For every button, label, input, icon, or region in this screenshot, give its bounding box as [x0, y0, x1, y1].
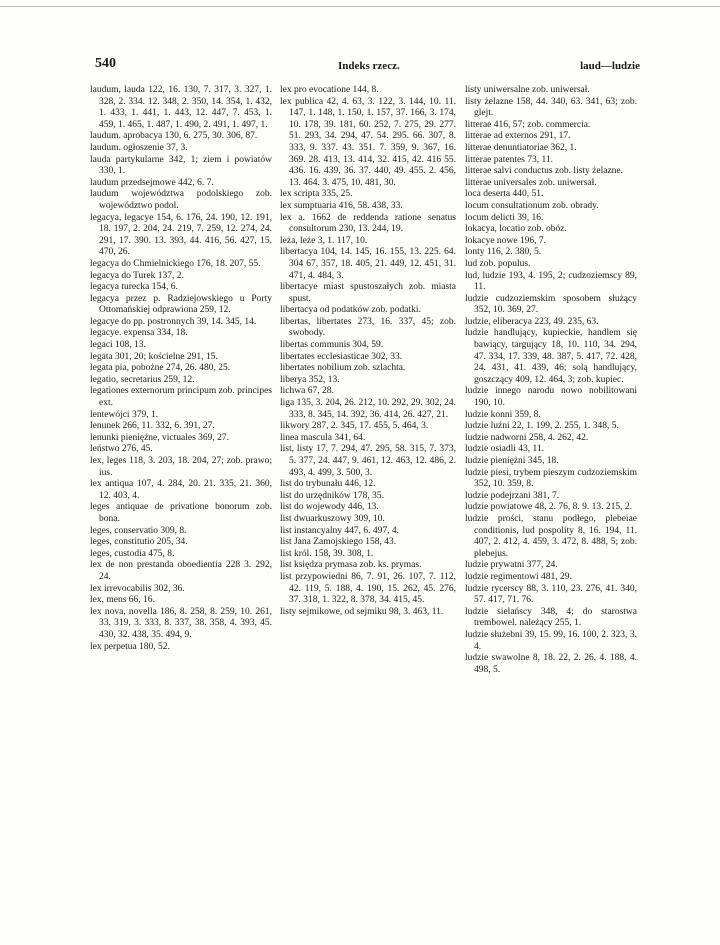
index-entry: lex sumptuaria 416, 58. 438, 33.: [280, 200, 403, 211]
index-entry: ludzie nadworni 258, 4. 262, 42.: [465, 432, 589, 443]
index-entry: ludzie rycerscy 88, 3. 110, 23. 276, 41. 340, 57. 417, 71. 76.: [465, 583, 637, 606]
index-entry: leges, custodia 475, 8.: [90, 548, 175, 559]
index-entry: ludzie luźni 22, 1. 199, 2. 255, 1. 348, 5.: [465, 421, 619, 432]
index-entry: lex a. 1662 de reddenda ratione senatus consultorum 230, 13. 244, 19.: [280, 212, 456, 235]
index-entry: liberya 352, 13.: [280, 374, 340, 385]
index-entry: litterae ad externos 291, 17.: [465, 131, 571, 142]
index-entry: ludzie powiatowe 48, 2. 76, 8. 9. 13. 215, 2.: [465, 502, 633, 513]
index-entry: lud, ludzie 193, 4. 195, 2; cudzoziemscy 89, 11.: [465, 270, 637, 293]
index-entry: laudum województwa podolskiego zob. województwo podol.: [90, 189, 272, 211]
index-entry: lex, leges 118, 3. 203, 18. 204, 27; zob. prawo; ius.: [90, 456, 272, 478]
index-entry: ludzie konni 359, 8.: [465, 409, 541, 420]
index-entry: listy uniwersalne zob. uniwersał.: [465, 85, 590, 95]
index-entry: libertacya od podatków zob. podatki.: [280, 305, 421, 316]
index-entry: list król. 158, 39. 308, 1.: [280, 548, 374, 559]
index-entry: ludzie prywatni 377, 24.: [465, 560, 558, 571]
index-entry: laudum przedsejmowe 442, 6. 7.: [90, 177, 214, 188]
index-entry: likwory 287, 2. 345, 17. 455, 5. 464, 3.: [280, 421, 429, 432]
index-entry: ludzie, eliberacya 223, 49. 235, 63.: [465, 316, 599, 327]
index-entry: legata 301, 20; kościelne 291, 15.: [90, 351, 218, 362]
index-entry: lex, mens 66, 16.: [90, 595, 155, 606]
index-entry: leges, conservatio 309, 8.: [90, 525, 187, 536]
index-entry: libertas, libertates 273, 16. 337, 45; zob. swobody.: [280, 316, 456, 339]
index-entry: linea mascula 341, 64.: [280, 432, 366, 443]
index-entry: laudum, lauda 122, 16. 130, 7. 317, 3. 327, 1. 328, 2. 334. 12. 348, 2. 350, 14. 354, 1. 432, 1. 433, 1. 441, 1. 443, 12. 447, 7. 453, 1. 459, 1. 465, 1. 487, 1. 490, 2. 491, 1. 497, 1.: [90, 85, 272, 130]
index-entry: lokacye nowe 196, 7.: [465, 235, 546, 246]
index-entry: libertates nobilium zob. szlachta.: [280, 363, 406, 374]
index-entry: laudum. ogłoszenie 37, 3.: [90, 142, 188, 153]
index-entry: list księdza prymasa zob. ks. prymas.: [280, 560, 422, 571]
index-entry: legatio, secretarius 259, 12.: [90, 374, 195, 385]
index-entry: ludzie regimentowi 481, 29.: [465, 571, 572, 582]
index-entry: ludzie osiadli 43, 11.: [465, 444, 545, 455]
index-entry: lentewójci 379, 1.: [90, 409, 159, 420]
index-entry: list do wojewody 446, 13.: [280, 502, 379, 513]
index-entry: legaci 108, 13.: [90, 340, 146, 351]
index-entry: laudum. aprobacya 130, 6. 275, 30. 306, 87.: [90, 131, 258, 142]
index-entry: locum consultationum zob. obrady.: [465, 200, 599, 211]
index-entry: libertacya 104, 14. 145, 16. 155, 13. 225. 64. 304 67, 357, 18. 405, 21. 449, 12. 451, 31. 471, 4. 484, 3.: [280, 247, 456, 281]
index-entry: ludzie cudzoziemskim sposobem służący 352, 10. 369, 27.: [465, 293, 637, 316]
index-entry: ludzie służebni 39, 15. 99, 16. 100, 2. 323, 3. 4.: [465, 629, 637, 652]
scan-edge-line: [0, 6, 720, 7]
index-entry: ludzie piesi, trybem pieszym cudzoziemskim 352, 10. 359, 8.: [465, 467, 637, 490]
index-entry: leges, constitutio 205, 34.: [90, 537, 188, 548]
index-entry: legata pia, pobożne 274, 26. 480, 25.: [90, 363, 231, 374]
index-entry: litterae universales zob. uniwersał.: [465, 177, 597, 188]
index-entry: litterae salvi conductus zob. listy żelazne.: [465, 166, 624, 177]
index-entry: legacya przez p. Radziejowskiego u Porty Ottomańskiej odprawiona 259, 12.: [90, 293, 272, 316]
index-column-1: [90, 85, 272, 653]
page-number: 540: [95, 56, 116, 71]
index-entry: listy żelazne 158, 44. 340, 63. 341, 63; zob. glejt.: [465, 96, 637, 119]
index-entry: list do urzędników 178, 35.: [280, 490, 384, 501]
index-entry: lenunki pieniężne, victuales 369, 27.: [90, 432, 230, 443]
index-entry: locum delicti 39, 16.: [465, 212, 544, 223]
page-title: Indeks rzecz.: [338, 60, 400, 72]
index-entry: list instancyalny 447, 6. 497, 4.: [280, 525, 400, 536]
index-entry: litterae patentes 73, 11.: [465, 154, 554, 165]
index-entry: lud zob. populus.: [465, 258, 531, 269]
index-entry: leństwo 276, 45.: [90, 444, 153, 455]
index-entry: list przypowiedni 86, 7. 91, 26. 107, 7. 112, 42. 119, 5. 188, 4. 190, 15. 262, 45. 276, 37. 318, 1. 322, 8. 378, 34. 415, 45.: [280, 571, 456, 606]
index-entry: ludzie podejrzani 381, 7.: [465, 490, 560, 501]
index-entry: list dwuarkuszowy 309, 10.: [280, 513, 385, 524]
index-column-2: [280, 85, 456, 618]
index-entry: leża, leże 3, 1. 117, 10.: [280, 235, 368, 246]
index-entry: list Jana Zamojskiego 158, 43.: [280, 537, 397, 548]
entry-range: laud—ludzie: [580, 60, 640, 72]
index-entry: loca deserta 440, 51.: [465, 189, 544, 200]
index-entry: lex irrevocabilis 302, 36.: [90, 583, 185, 594]
index-entry: litterae 416, 57; zob. commercia.: [465, 119, 591, 130]
index-column-3: [465, 85, 637, 676]
index-entry: litterae denuntiatoriae 362, 1.: [465, 142, 577, 153]
index-entry: legacya, legacye 154, 6. 176, 24. 190, 12. 191, 18. 197, 2. 204, 24. 219, 7. 259, 12. 274, 24. 291, 17. 390. 13. 393, 44. 416, 56. 427, 15. 470, 26.: [90, 212, 272, 258]
index-entry: ludzie handlujący, kupieckie, handlem się bawiący, targujący 18, 10. 110, 34. 294, 47. 334, 17. 339, 48. 387, 5. 417, 72. 428, 24. 431, 41. 439, 46; solą handlujący, goszczący 409, 12. 464, 3; zob. kupiec.: [465, 328, 637, 385]
index-entry: list, listy 17, 7. 294, 47. 295, 58. 315, 7. 373, 5. 377, 24. 447, 9. 461, 12. 463, 12. 486, 2. 493, 4. 499, 3. 500, 3.: [280, 444, 456, 478]
index-entry: lenunek 266, 11. 332, 6. 391, 27.: [90, 421, 215, 432]
index-entry: lex antiqua 107, 4. 284, 20. 21. 335, 21. 360, 12. 403, 4.: [90, 479, 272, 501]
index-entry: libertates ecclesiasticae 302, 33.: [280, 351, 403, 362]
index-entry: lex de non prestanda oboedientia 228 3. 292, 24.: [90, 560, 272, 582]
index-entry: ludzie innego narodu nowo nobilitowani 190, 10.: [465, 386, 637, 409]
index-entry: lex scripta 335, 25.: [280, 189, 353, 200]
page-header: [0, 56, 720, 78]
index-entry: legationes externorum principum zob. principes ext.: [90, 386, 272, 409]
index-entry: lex publica 42, 4. 63, 3. 122, 3. 144, 10. 11. 147, 1. 148, 1. 150, 1. 157, 37. 166, 3. 174, 10. 178, 39. 181, 60. 252, 7. 275, 29. 277. 51. 293, 34. 294, 47. 54. 295. 66. 307, 8. 333, 9. 337. 43. 351. 7. 359, 9. 367, 16. 369. 28. 413, 13. 414, 32. 415, 42. 416 55. 436. 16. 439, 36. 37. 440, 49. 455. 2. 456, 13. 464. 3. 475, 10. 481, 30.: [280, 96, 456, 188]
index-entry: listy sejmikowe, od sejmiku 98, 3. 463, 11.: [280, 606, 444, 617]
index-entry: lex perpetua 180, 52.: [90, 641, 170, 652]
index-entry: legacya turecka 154, 6.: [90, 282, 178, 293]
index-entry: liga 135, 3. 204, 26. 212, 10. 292, 29. 302, 24. 333, 8. 345, 14. 392, 36. 414, 26. 427, 21.: [280, 398, 456, 420]
index-entry: libertas communis 304, 59.: [280, 340, 384, 351]
index-entry: ludzie pieniężni 345, 18.: [465, 456, 559, 466]
index-entry: lokacya, locatio zob. obóz.: [465, 224, 567, 235]
index-entry: ludzie prości, stanu podłego, plebeiae conditionis, lud pospolity 8, 16. 194, 11. 407, 2. 412, 4. 459, 3. 472, 8. 488, 5; zob. plebejus.: [465, 513, 637, 559]
index-entry: libertacye miast spustoszałych zob. miasta spust.: [280, 282, 456, 304]
index-entry: lex pro evocatione 144, 8.: [280, 85, 379, 95]
index-entry: legacya do Chmielnickiego 176, 18. 207, 55.: [90, 258, 261, 269]
index-entry: list do trybunału 446, 12.: [280, 479, 376, 490]
index-entry: ludzie sielańscy 348, 4; do starostwa trembowel. należący 255, 1.: [465, 606, 637, 629]
index-entry: lex nova, novella 186, 8. 258, 8. 259, 10. 261, 33. 319, 3. 333, 8. 337, 38. 358, 4. 393, 45. 430, 32. 438, 35. 494, 9.: [90, 606, 272, 640]
index-entry: legacya do Turek 137, 2.: [90, 270, 184, 281]
index-entry: legacye. expensa 334, 18.: [90, 328, 188, 339]
index-entry: leges antiquae de privatione bonorum zob. bona.: [90, 502, 272, 524]
index-entry: lonty 116, 2. 380, 5.: [465, 247, 542, 258]
index-entry: legacye do pp. postronnych 39, 14. 345, 14.: [90, 316, 257, 327]
index-entry: ludzie swawolne 8, 18. 22, 2. 26, 4. 188, 4. 498, 5.: [465, 653, 637, 675]
index-entry: lichwa 67, 28.: [280, 386, 334, 397]
index-entry: lauda partykularne 342, 1; ziem i powiatów 330, 1.: [90, 154, 272, 177]
